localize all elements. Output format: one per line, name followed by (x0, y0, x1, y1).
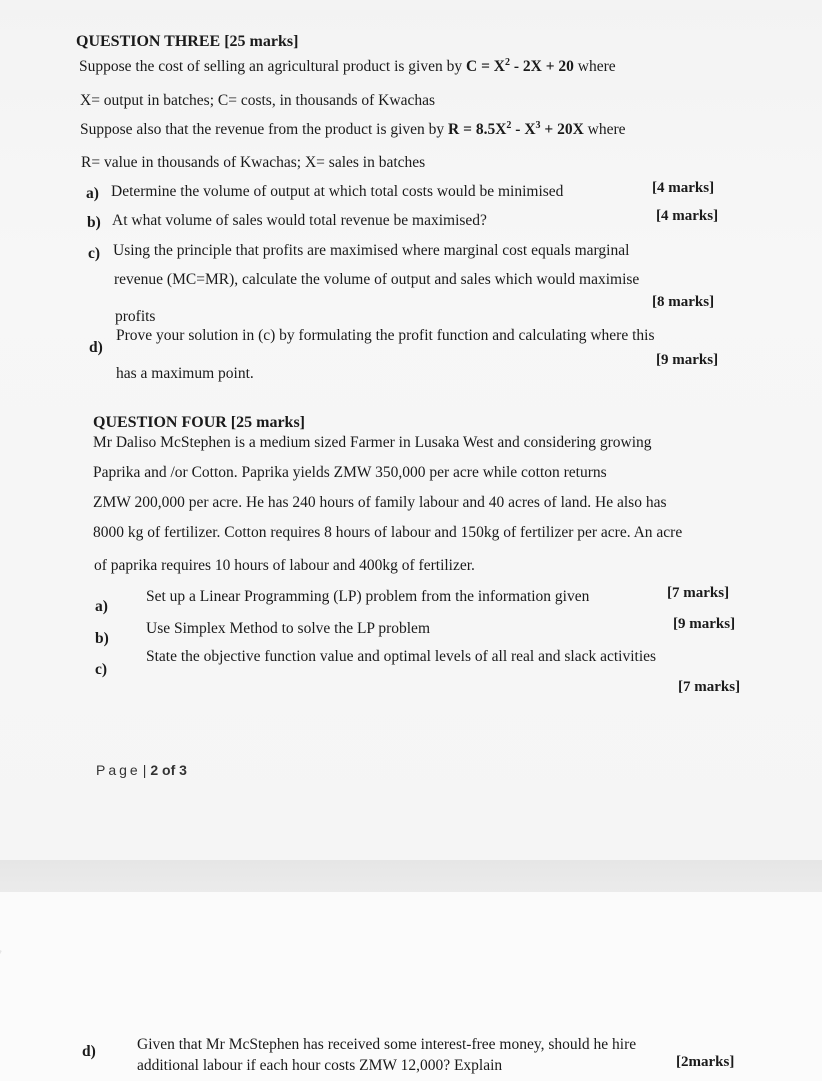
q4-b-label: b) (95, 630, 109, 647)
q3-a-label: a) (86, 185, 99, 202)
question-three-title: QUESTION THREE [25 marks] (76, 33, 299, 50)
q4-d-label: d) (82, 1043, 96, 1060)
q3-c-label: c) (88, 245, 101, 262)
q3-c-text-3: profits (115, 308, 156, 325)
q3-intro-line-4: R= value in thousands of Kwachas; X= sales in batches (81, 154, 426, 171)
q3-intro-line-3: Suppose also that the revenue from the product is given by $R = 8.5X^2 - X^3 + 20X$ where (80, 120, 626, 138)
q4-a-label: a) (95, 598, 108, 615)
page-footer (96, 762, 187, 778)
footer-page-word: Page (96, 762, 141, 778)
q3-intro-line-2: X= output in batches; C= costs, in thousands of Kwachas (80, 92, 435, 109)
q4-a-text: Set up a Linear Programming (LP) problem from the information given (146, 588, 590, 605)
q3-c-marks: [8 marks] (652, 294, 715, 310)
q4-c-marks: [7 marks] (678, 679, 741, 695)
q4-d-text-2: additional labour if each hour costs ZMW 12,000? Explain (137, 1057, 503, 1074)
q3-b-marks: [4 marks] (656, 208, 719, 224)
q3-d-label: d) (89, 339, 103, 356)
q3-d-marks: [9 marks] (656, 352, 719, 368)
page-gap (0, 860, 822, 892)
footer-page-number: 2 of 3 (150, 762, 187, 778)
q4-d-marks: [2marks] (676, 1054, 735, 1070)
footer-separator: | (142, 762, 147, 778)
q4-b-marks: [9 marks] (673, 616, 736, 632)
q4-para-line-3: ZMW 200,000 per acre. He has 240 hours of family labour and 40 acres of land. He also has (93, 494, 667, 511)
q3-c-text-1: Using the principle that profits are maximised where marginal cost equals marginal (113, 242, 630, 259)
q3-d-text-1: Prove your solution in (c) by formulating the profit function and calculating where this (116, 327, 655, 344)
q3-a-text: Determine the volume of output at which total costs would be minimised (111, 183, 564, 200)
q4-para-line-5: of paprika requires 10 hours of labour and 400kg of fertilizer. (94, 557, 475, 574)
q3-d-text-2: has a maximum point. (116, 365, 254, 382)
question-four-title: QUESTION FOUR [25 marks] (93, 414, 306, 431)
q4-para-line-2: Paprika and /or Cotton. Paprika yields ZMW 350,000 per acre while cotton returns (93, 464, 607, 481)
q3-a-marks: [4 marks] (652, 180, 715, 196)
q4-c-label: c) (95, 661, 108, 678)
q4-a-marks: [7 marks] (667, 585, 730, 601)
q4-para-line-1: Mr Daliso McStephen is a medium sized Farmer in Lusaka West and considering growing (93, 434, 652, 451)
q3-b-label: b) (87, 214, 101, 231)
q4-d-text-1: Given that Mr McStephen has received some interest-free money, should he hire (137, 1036, 637, 1053)
q4-b-text: Use Simplex Method to solve the LP problem (146, 620, 430, 637)
q3-intro-line-1: Suppose the cost of selling an agricultural product is given by $C = X^2 - 2X + 20$ where (79, 57, 616, 75)
q3-c-text-2: revenue (MC=MR), calculate the volume of output and sales which would maximise (114, 271, 640, 288)
q4-para-line-4: 8000 kg of fertilizer. Cotton requires 8 hours of labour and 150kg of fertilizer per acre. An acre (93, 524, 683, 541)
q3-b-text: At what volume of sales would total revenue be maximised? (112, 212, 487, 229)
q4-c-text: State the objective function value and optimal levels of all real and slack activities (146, 648, 657, 665)
